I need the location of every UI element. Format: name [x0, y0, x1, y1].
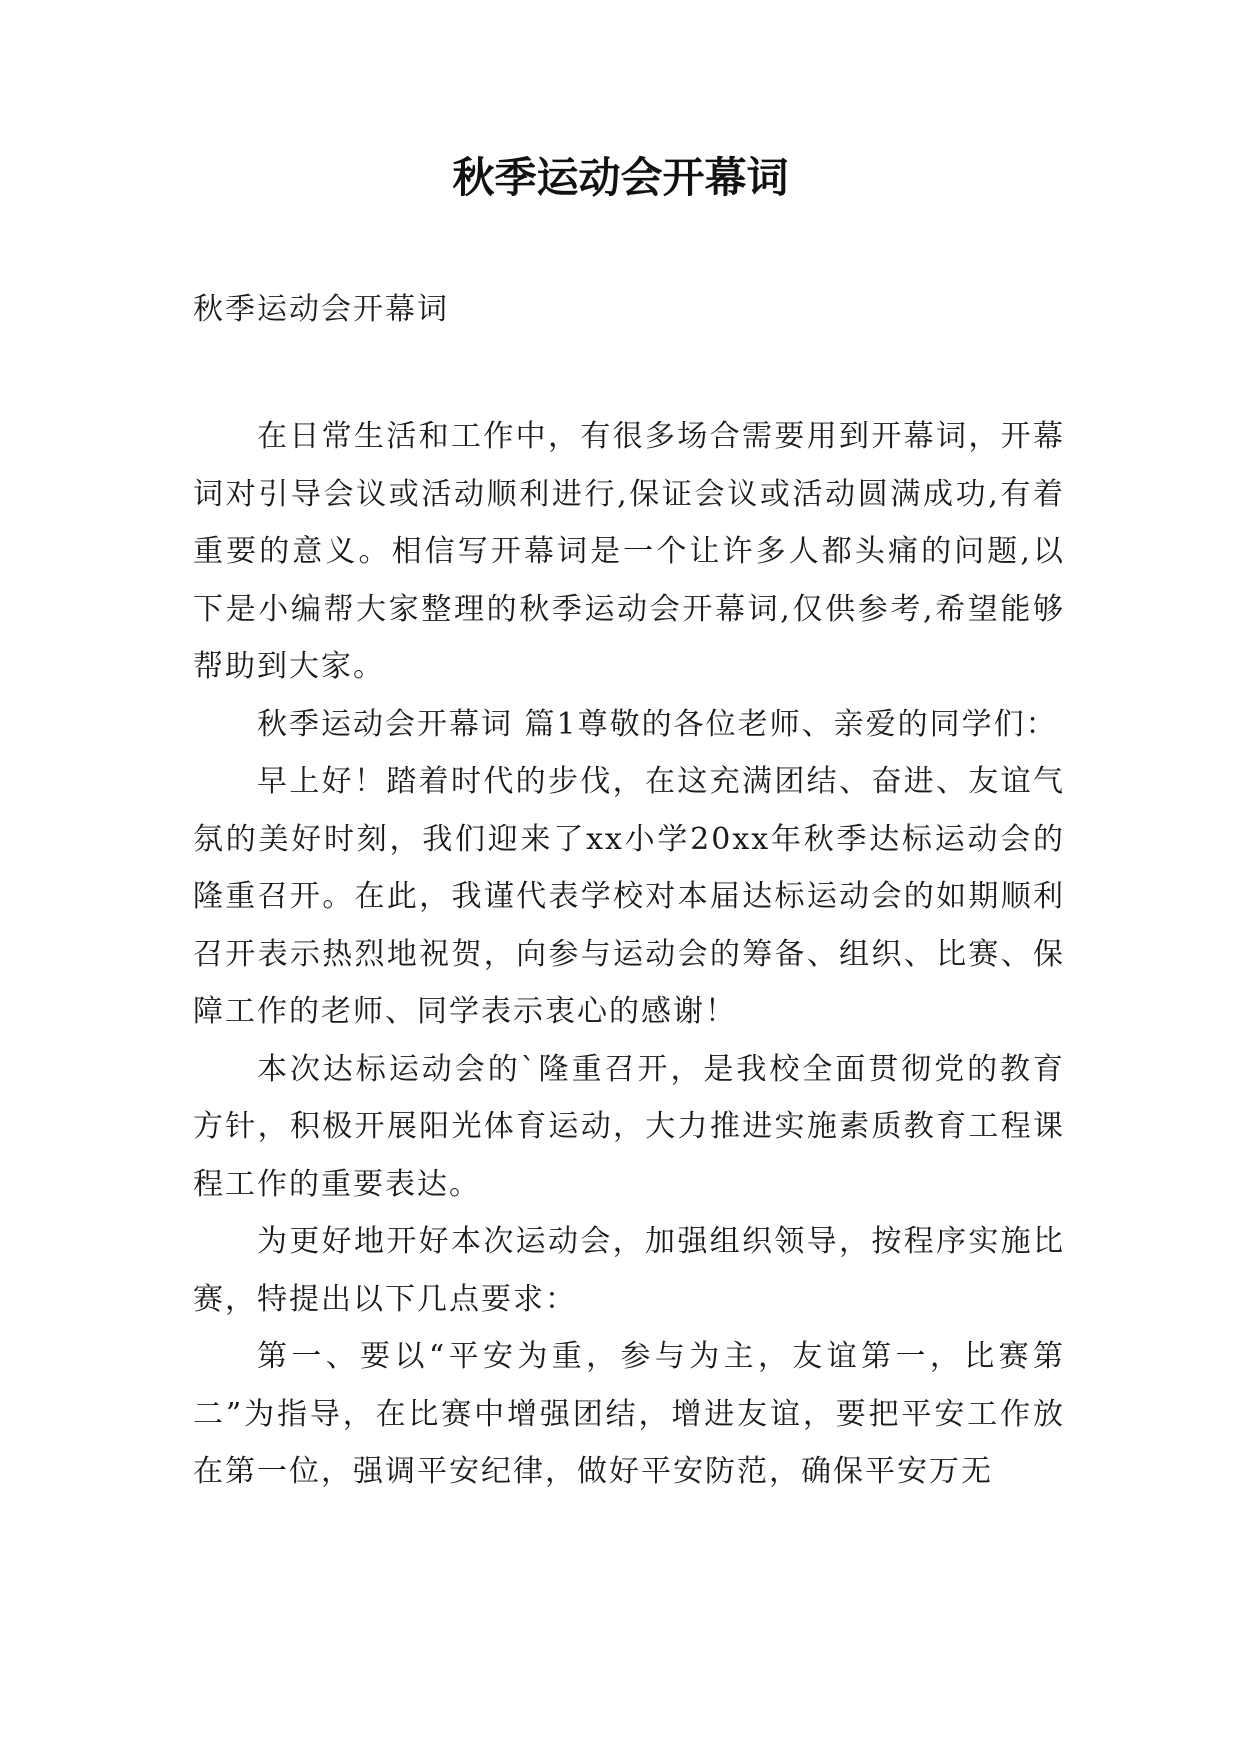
document-subtitle: 秋季运动会开幕词 [193, 292, 449, 327]
paragraph-greeting: 早上好！踏着时代的步伐，在这充满团结、奋进、友谊气氛的美好时刻，我们迎来了xx小学20xx年秋季达标运动会的隆重召开。在此，我谨代表学校对本届达标运动会的如期顺利召开表示热烈地祝贺，向参与运动会的筹备、组织、比赛、保障工作的老师、同学表示衷心的感谢！ [193, 764, 1065, 1029]
paragraph-requirements-intro: 为更好地开好本次运动会，加强组织领导，按程序实施比赛，特提出以下几点要求： [193, 1224, 1065, 1317]
document-body [193, 408, 1065, 1501]
paragraph-salutation: 秋季运动会开幕词 篇1尊敬的各位老师、亲爱的同学们： [257, 706, 1058, 742]
paragraph-intro: 在日常生活和工作中，有很多场合需要用到开幕词，开幕词对引导会议或活动顺利进行,保证会议或活动圆满成功,有着重要的意义。相信写开幕词是一个让许多人都头痛的问题,以下是小编帮大家整理的秋季运动会开幕词,仅供参考,希望能够帮助到大家。 [193, 419, 1065, 684]
document-title: 秋季运动会开幕词 [452, 153, 789, 202]
paragraph-significance: 本次达标运动会的`隆重召开，是我校全面贯彻党的教育方针，积极开展阳光体育运动，大力推进实施素质教育工程课程工作的重要表达。 [193, 1051, 1065, 1202]
paragraph-requirement-1: 第一、要以“平安为重，参与为主，友谊第一，比赛第二”为指导，在比赛中增强团结，增进友谊，要把平安工作放在第一位，强调平安纪律，做好平安防范，确保平安万无 [193, 1339, 1065, 1489]
